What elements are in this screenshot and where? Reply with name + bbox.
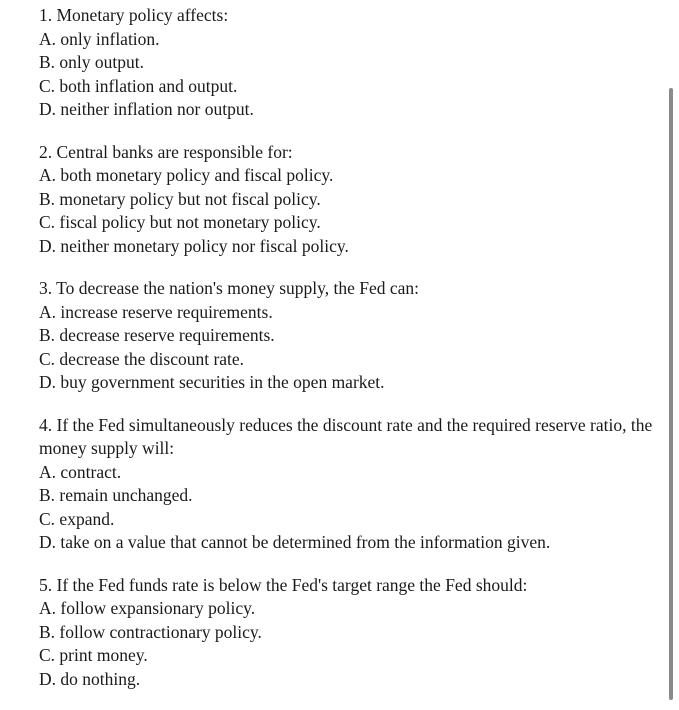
question-3 [39,277,659,395]
question-4 [39,414,659,555]
answer-option-a: A. increase reserve requirements. [39,301,273,322]
answer-option-b: B. monetary policy but not fiscal policy. [39,188,321,209]
question-stem: 2. Central banks are responsible for: [39,141,293,162]
question-2 [39,141,659,259]
answer-option-c: C. fiscal policy but not monetary policy. [39,212,321,232]
answer-option-d: D. neither monetary policy nor fiscal policy. [39,235,349,256]
answer-option-c: C. decrease the discount rate. [39,348,245,369]
answer-option-c: C. expand. [39,508,115,529]
question-stem: 4. If the Fed simultaneously reduces the discount rate and the required reserve ratio, the money supply will: [39,414,653,458]
answer-option-a: A. contract. [39,461,122,482]
answer-option-c: C. both inflation and output. [39,75,238,96]
question-document [39,4,659,710]
question-5 [39,574,659,692]
answer-option-a: A. only inflation. [39,28,160,49]
answer-option-a: A. follow expansionary policy. [39,598,256,618]
answer-option-d: D. buy government securities in the open market. [39,372,385,392]
question-1 [39,4,659,122]
question-stem: 5. If the Fed funds rate is below the Fed's target range the Fed should: [39,574,528,595]
answer-option-d: D. take on a value that cannot be determined from the information given. [39,532,551,552]
answer-option-c: C. print money. [39,645,148,665]
answer-option-b: B. only output. [39,52,145,72]
vertical-scrollbar[interactable] [669,88,673,700]
answer-option-d: D. do nothing. [39,668,141,689]
answer-option-b: B. decrease reserve requirements. [39,325,275,345]
answer-option-b: B. remain unchanged. [39,485,193,505]
question-stem: 3. To decrease the nation's money supply, the Fed can: [39,278,420,298]
answer-option-a: A. both monetary policy and fiscal policy. [39,165,334,185]
question-stem: 1. Monetary policy affects: [39,5,229,25]
answer-option-b: B. follow contractionary policy. [39,621,262,642]
answer-option-d: D. neither inflation nor output. [39,99,254,119]
